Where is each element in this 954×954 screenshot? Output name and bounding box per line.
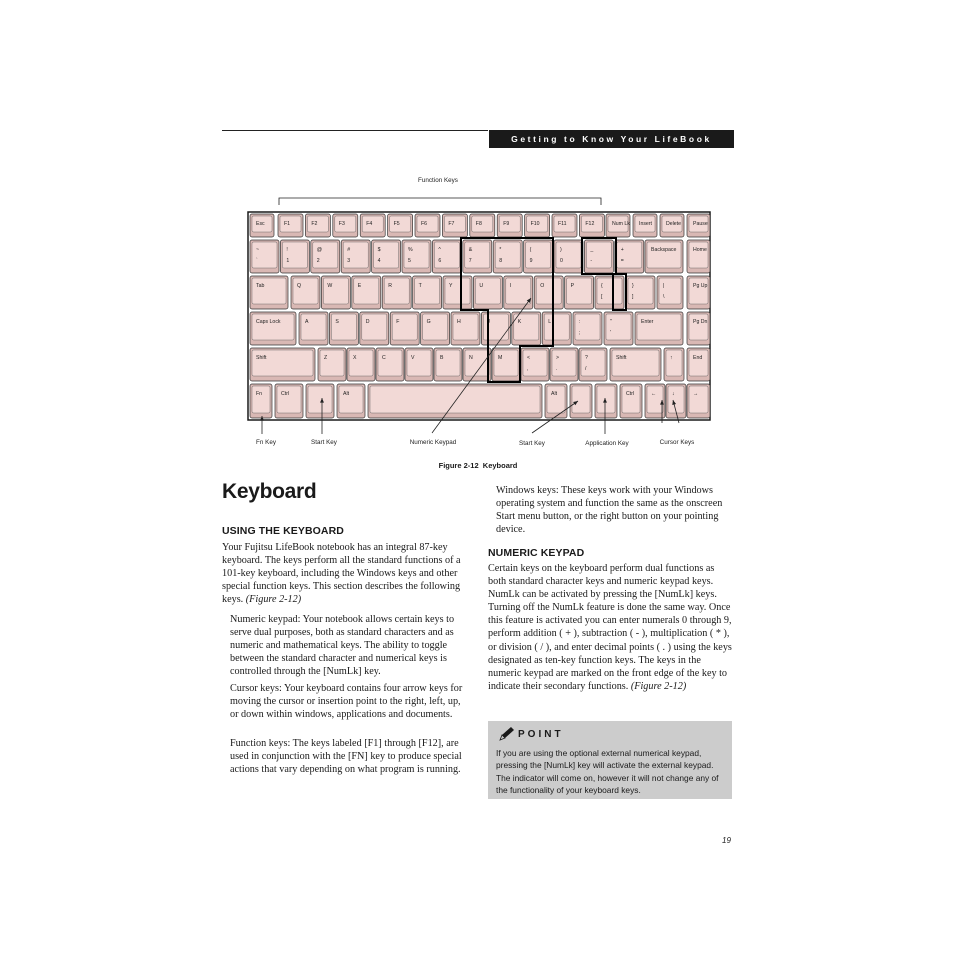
key-delete: [660, 214, 684, 237]
key-t: [413, 276, 442, 309]
svg-text:H: H: [457, 319, 461, 325]
figure-title: Keyboard: [482, 461, 518, 470]
svg-text:5: 5: [408, 258, 411, 264]
key-capslock: [250, 312, 296, 345]
svg-text:;: ;: [579, 330, 581, 336]
key-num-12: [615, 240, 644, 273]
key-right: [687, 384, 710, 418]
svg-text:F8: F8: [475, 221, 482, 227]
page-title: Keyboard: [222, 480, 317, 503]
svg-text:Enter: Enter: [641, 319, 654, 325]
svg-text:Z: Z: [324, 355, 328, 361]
svg-text:|: |: [663, 283, 665, 289]
function-keys-bracket: [279, 198, 601, 205]
svg-text:A: A: [305, 319, 309, 325]
key-ctrl-left: [275, 384, 303, 418]
svg-text:T: T: [418, 283, 422, 289]
function-keys-desc: Function keys: The keys labeled [F1] through [F12], are used in conjunction with the [FN] key to produce special actions that vary depending on what program is running.: [230, 738, 462, 776]
callout-function-keys: Function Keys: [418, 177, 458, 184]
svg-text:F12: F12: [585, 221, 595, 227]
key-esc: [250, 214, 274, 237]
key-pgdn: [687, 312, 710, 345]
key-up: [664, 348, 684, 381]
key-rbrace: [626, 276, 655, 309]
svg-text:(: (: [529, 247, 532, 253]
svg-text:Ctrl: Ctrl: [281, 391, 290, 397]
svg-text:0: 0: [560, 258, 563, 264]
svg-text:Y: Y: [449, 283, 453, 289]
callout-start-key-right: Start Key: [519, 440, 545, 447]
svg-text:6: 6: [438, 258, 442, 264]
key-pipe: [657, 276, 683, 309]
svg-text:F1: F1: [284, 221, 291, 227]
key-quote: [604, 312, 633, 345]
key-question: [579, 348, 607, 381]
key-num-1: [280, 240, 309, 273]
key-fn: [250, 384, 272, 418]
key-colon: [573, 312, 602, 345]
key-start-left: [306, 384, 334, 418]
key-f7: [442, 214, 467, 237]
key-home: [687, 240, 710, 273]
key-num-5: [402, 240, 431, 273]
section-header: Getting to Know Your LifeBook: [489, 130, 734, 148]
key-k: [512, 312, 541, 345]
svg-text:9: 9: [529, 258, 533, 264]
key-gt: [550, 348, 578, 381]
svg-text:}: }: [632, 283, 634, 289]
key-lt: [521, 348, 549, 381]
svg-text:↓: ↓: [672, 391, 675, 397]
callout-start-key-left: Start Key: [311, 439, 337, 446]
key-p: [565, 276, 594, 309]
svg-text:J: J: [487, 319, 490, 325]
key-q: [291, 276, 320, 309]
svg-text:-: -: [590, 258, 593, 264]
svg-text:8: 8: [499, 258, 503, 264]
svg-text:E: E: [357, 283, 362, 289]
svg-text:Num Lk: Num Lk: [612, 221, 630, 227]
svg-text:Tab: Tab: [256, 283, 265, 289]
svg-text:$: $: [377, 247, 381, 253]
figure-number: Figure 2-12: [438, 461, 479, 470]
svg-text:%: %: [408, 247, 413, 253]
svg-text:Backspace: Backspace: [651, 247, 677, 253]
svg-text:7: 7: [468, 258, 472, 264]
numeric-keypad-heading: NUMERIC KEYPAD: [488, 547, 585, 559]
key-tab: [250, 276, 288, 309]
key-insert: [633, 214, 657, 237]
numeric-keypad-body: Certain keys on the keyboard perform dual functions as both standard character keys and numeric keypad keys. NumLk can be activated by pressing the [NumLk] keys. Turning off the NumLk feature is done the same way. Once this feature is activated you can enter numerals 0 through 9, perform addition ( + ), subtraction ( - ), multiplication ( * ), or division ( / ), and enter decimal points ( . ) using the keys designated as ten-key function keys. The keys in the numeric keypad are marked on the front edge of the key to indicate their secondary functions. (Figure 2-12): [488, 563, 732, 692]
numeric-keypad-desc: Numeric keypad: Your notebook allows certain keys to serve dual purposes, both as standard characters and as numeric and mathematical keys. The ability to toggle between the standard character and numerical keys is controlled through the [NumLk] key.: [230, 614, 455, 678]
svg-text:R: R: [388, 283, 392, 289]
key-e: [352, 276, 381, 309]
svg-text::: :: [579, 319, 581, 325]
key-ctrl-right: [620, 384, 642, 418]
svg-text:F5: F5: [393, 221, 400, 227]
svg-text:N: N: [469, 355, 473, 361]
svg-text:W: W: [327, 283, 333, 289]
svg-text:@: @: [316, 247, 323, 253]
key-alt-left: [337, 384, 365, 418]
page-number: 19: [722, 836, 731, 845]
svg-text:!: !: [286, 247, 288, 253]
key-enter: [635, 312, 683, 345]
svg-text:<: <: [527, 355, 531, 361]
callout-numeric-keypad: Numeric Keypad: [409, 439, 457, 446]
key-num-4: [372, 240, 401, 273]
pencil-icon: [498, 726, 516, 742]
svg-text:X: X: [353, 355, 357, 361]
svg-text:Q: Q: [297, 283, 302, 289]
using-heading: USING THE KEYBOARD: [222, 525, 344, 537]
key-f5: [388, 214, 413, 237]
svg-text:F7: F7: [448, 221, 455, 227]
svg-text:1: 1: [286, 258, 290, 264]
svg-text:&: &: [468, 247, 473, 253]
key-j: [481, 312, 510, 345]
key-g: [421, 312, 450, 345]
key-f9: [497, 214, 522, 237]
svg-text:F10: F10: [530, 221, 540, 227]
svg-text:Pg Up: Pg Up: [693, 283, 708, 289]
key-pgup: [687, 276, 710, 309]
figure-caption: [222, 461, 734, 470]
svg-text:Insert: Insert: [639, 221, 652, 227]
key-lbrace: [595, 276, 624, 309]
point-title: POINT: [518, 729, 564, 740]
svg-text:.: .: [556, 366, 558, 372]
svg-text:F6: F6: [421, 221, 428, 227]
svg-text:F3: F3: [338, 221, 345, 227]
key-end: [687, 348, 710, 381]
keyboard-diagram: [240, 168, 720, 458]
key-b: [434, 348, 462, 381]
svg-text:U: U: [479, 283, 484, 289]
key-s: [329, 312, 358, 345]
svg-text:D: D: [365, 319, 370, 325]
svg-text:*: *: [499, 247, 502, 253]
svg-text:Home: Home: [693, 247, 707, 253]
key-f3: [333, 214, 358, 237]
svg-text:\: \: [663, 294, 665, 300]
svg-text:`: `: [256, 258, 258, 264]
key-backspace: [645, 240, 683, 273]
svg-text:B: B: [440, 355, 444, 361]
svg-text:Pause: Pause: [693, 221, 708, 227]
header-rule: [222, 130, 488, 131]
svg-text:_: _: [590, 247, 594, 253]
svg-text:[: [: [601, 294, 603, 300]
key-z: [318, 348, 346, 381]
key-f10: [525, 214, 550, 237]
svg-text:/: /: [585, 366, 587, 372]
svg-text:M: M: [498, 355, 503, 361]
svg-text:F2: F2: [311, 221, 318, 227]
svg-text:Shift: Shift: [616, 355, 627, 361]
svg-text:2: 2: [316, 258, 320, 264]
svg-text:': ': [610, 330, 611, 336]
svg-text:~: ~: [256, 247, 260, 253]
svg-text:S: S: [335, 319, 339, 325]
svg-text:→: →: [693, 391, 699, 397]
svg-text:4: 4: [377, 258, 381, 264]
key-f2: [305, 214, 330, 237]
point-box: [488, 721, 732, 799]
svg-text:Fn: Fn: [256, 391, 263, 397]
key-w: [321, 276, 350, 309]
svg-text:End: End: [693, 355, 703, 361]
key-f12: [579, 214, 604, 237]
key-num-10: [554, 240, 583, 273]
key-f: [390, 312, 419, 345]
svg-text:#: #: [347, 247, 351, 253]
svg-text:): ): [560, 247, 562, 253]
svg-text:>: >: [556, 355, 560, 361]
key-num-0: [250, 240, 279, 273]
callout-application-key: Application Key: [585, 440, 629, 447]
svg-text:K: K: [517, 319, 522, 325]
key-i: [504, 276, 533, 309]
key-num-11: [584, 240, 613, 273]
svg-text:Delete: Delete: [666, 221, 681, 227]
using-intro: Your Fujitsu LifeBook notebook has an integral 87-key keyboard. The keys perform all the standard functions of a 101-key keyboard, including the Windows keys and other special function keys. This section describes the following keys. (Figure 2-12): [222, 542, 461, 606]
svg-text:V: V: [411, 355, 415, 361]
key-d: [360, 312, 389, 345]
key-u: [473, 276, 502, 309]
svg-text:F: F: [396, 319, 400, 325]
svg-text:,: ,: [527, 366, 529, 372]
key-l: [542, 312, 571, 345]
key-n: [463, 348, 491, 381]
callout-cursor-keys: Cursor Keys: [659, 439, 695, 446]
key-num-2: [311, 240, 340, 273]
svg-text:{: {: [601, 283, 603, 289]
key-num-8: [493, 240, 522, 273]
key-num-9: [524, 240, 553, 273]
key-a: [299, 312, 328, 345]
key-alt-right: [545, 384, 567, 418]
key-r: [382, 276, 411, 309]
key-f11: [552, 214, 577, 237]
svg-text:Ctrl: Ctrl: [626, 391, 635, 397]
svg-text:=: =: [620, 258, 624, 264]
svg-text:F11: F11: [558, 221, 567, 227]
key-num-7: [463, 240, 492, 273]
key-v: [405, 348, 433, 381]
key-f1: [278, 214, 303, 237]
key-num-6: [432, 240, 461, 273]
svg-text:Shift: Shift: [256, 355, 267, 361]
callout-fn-key: Fn Key: [256, 439, 276, 446]
cursor-keys-desc: Cursor keys: Your keyboard contains four arrow keys for moving the cursor or insertion point to the right, left, up, or down within windows, applications and documents.: [230, 683, 463, 721]
svg-text:O: O: [540, 283, 545, 289]
key-pause: [687, 214, 710, 237]
svg-text:]: ]: [632, 294, 634, 300]
key-h: [451, 312, 480, 345]
key-y: [443, 276, 472, 309]
svg-text:+: +: [620, 247, 624, 253]
windows-keys-desc: Windows keys: These keys work with your Windows operating system and function the same as the onscreen Start menu button, or the right button on your pointing device.: [496, 485, 723, 536]
key-f8: [470, 214, 495, 237]
svg-text:Pg Dn: Pg Dn: [693, 319, 708, 325]
key-num-3: [341, 240, 370, 273]
key-shift-right: [610, 348, 661, 381]
key-x: [347, 348, 375, 381]
svg-text:Alt: Alt: [343, 391, 350, 397]
svg-text:G: G: [426, 319, 431, 325]
svg-text:^: ^: [438, 247, 441, 253]
point-text: If you are using the optional external numerical keypad, pressing the [NumLk] key will activate the external keypad. The indicator will come on, however it will not change any of the functionality of your keyboard keys.: [496, 748, 719, 796]
key-m: [492, 348, 520, 381]
svg-text:F9: F9: [503, 221, 510, 227]
svg-text:↑: ↑: [670, 355, 673, 361]
key-numlk: [606, 214, 630, 237]
svg-text:": ": [610, 319, 612, 325]
key-o: [534, 276, 563, 309]
key-start-right: [570, 384, 592, 418]
svg-text:?: ?: [585, 355, 588, 361]
key-shift-left: [250, 348, 315, 381]
svg-text:3: 3: [347, 258, 351, 264]
key-f6: [415, 214, 440, 237]
svg-text:P: P: [570, 283, 575, 289]
svg-text:←: ←: [651, 391, 657, 397]
key-c: [376, 348, 404, 381]
svg-text:I: I: [509, 283, 512, 289]
svg-text:Esc: Esc: [256, 221, 265, 227]
keyboard-figure: [240, 168, 720, 458]
svg-text:C: C: [382, 355, 386, 361]
svg-text:F4: F4: [366, 221, 373, 227]
svg-text:Alt: Alt: [551, 391, 558, 397]
key-f4: [360, 214, 385, 237]
svg-text:Caps Lock: Caps Lock: [256, 319, 281, 325]
svg-text:L: L: [548, 319, 552, 325]
